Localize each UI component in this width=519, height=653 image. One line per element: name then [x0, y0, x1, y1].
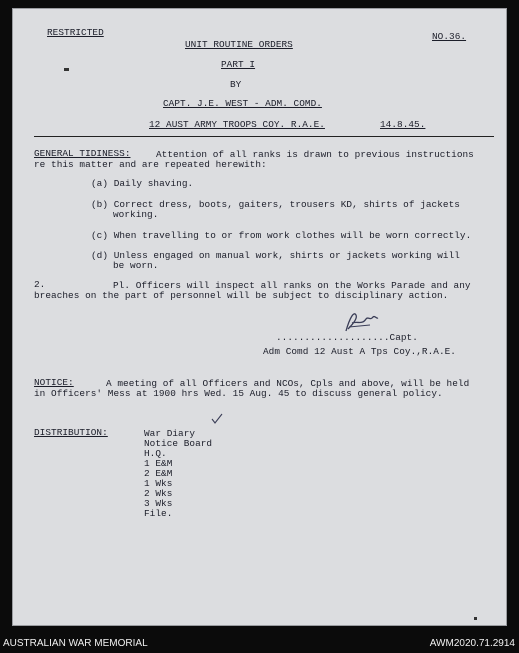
- footer-credit: AUSTRALIAN WAR MEMORIAL: [3, 638, 148, 649]
- item-d-line1: (d) Unless engaged on manual work, shirts or jackets working will: [91, 250, 460, 261]
- distribution-heading: DISTRIBUTION:: [34, 427, 108, 438]
- para2-number: 2.: [34, 279, 46, 290]
- notice-heading: NOTICE:: [34, 377, 74, 388]
- distribution-item: Notice Board: [144, 438, 213, 449]
- tidiness-text-line2: re this matter and are repeated herewith:: [34, 159, 267, 170]
- distribution-item: H.Q.: [144, 448, 167, 459]
- order-unit: 12 AUST ARMY TROOPS COY. R.A.E.: [149, 119, 325, 130]
- signature-title: Adm Comd 12 Aust A Tps Coy.,R.A.E.: [263, 346, 456, 357]
- distribution-item: 2 E&M: [144, 468, 173, 479]
- distribution-item: War Diary: [144, 428, 196, 439]
- para2-line2: breaches on the part of personnel will be subject to disciplinary action.: [34, 290, 449, 301]
- tick-mark-icon: [211, 413, 223, 425]
- paper-mark: [64, 68, 69, 71]
- paper-mark: [474, 617, 477, 620]
- tidiness-text-line1: Attention of all ranks is drawn to previous instructions: [156, 149, 474, 160]
- para2-line1: Pl. Officers will inspect all ranks on the Works Parade and any: [113, 280, 471, 291]
- restricted-label: RESTRICTED: [47, 27, 104, 38]
- order-by: BY: [230, 79, 242, 90]
- header-divider: [34, 136, 494, 137]
- notice-line1: A meeting of all Officers and NCOs, Cpls and above, will be held: [106, 378, 470, 389]
- footer-accession-number: AWM2020.71.2914: [429, 638, 515, 649]
- order-title: UNIT ROUTINE ORDERS: [185, 39, 293, 50]
- order-part: PART I: [221, 59, 256, 70]
- item-c: (c) When travelling to or from work clothes will be worn correctly.: [91, 230, 472, 241]
- item-b-line2: working.: [113, 209, 159, 220]
- item-d-line2: be worn.: [113, 260, 159, 271]
- distribution-item: 1 E&M: [144, 458, 173, 469]
- item-a: (a) Daily shaving.: [91, 178, 194, 189]
- tidiness-heading: GENERAL TIDINESS:: [34, 148, 131, 159]
- notice-line2: in Officers' Mess at 1900 hrs Wed. 15 Aug. 45 to discuss general policy.: [34, 388, 443, 399]
- item-b-line1: (b) Correct dress, boots, gaiters, trousers KD, shirts of jackets: [91, 199, 460, 210]
- distribution-item: 2 Wks: [144, 488, 173, 499]
- footer-bar: [0, 636, 519, 653]
- order-officer: CAPT. J.E. WEST - ADM. COMD.: [163, 98, 322, 109]
- distribution-item: 3 Wks: [144, 498, 173, 509]
- distribution-item: File.: [144, 508, 173, 519]
- distribution-item: 1 Wks: [144, 478, 173, 489]
- order-date: 14.8.45.: [380, 119, 426, 130]
- order-number: NO.36.: [432, 31, 467, 42]
- signature-line: ....................Capt.: [276, 332, 418, 343]
